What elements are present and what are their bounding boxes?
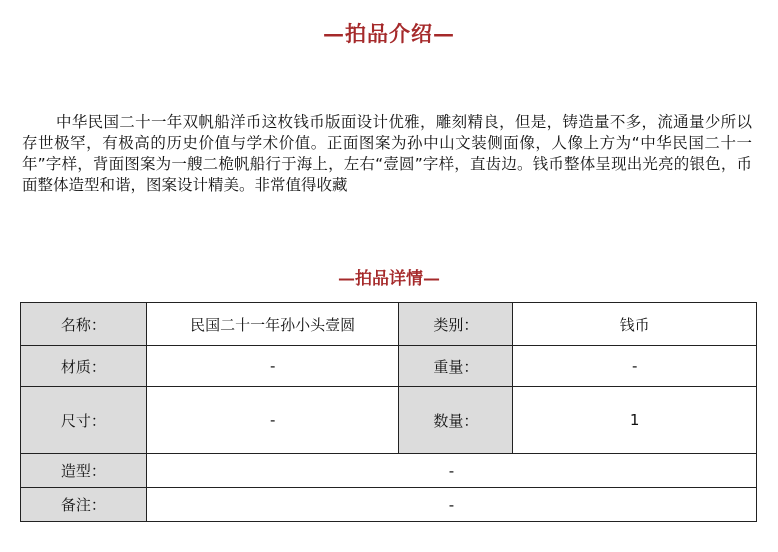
page-title: —拍品介绍—	[323, 21, 455, 46]
material-value: -	[146, 346, 399, 387]
size-label: 尺寸：	[21, 387, 147, 454]
material-label: 材质：	[21, 346, 147, 387]
category-label: 类别：	[399, 303, 513, 346]
name-label: 名称：	[21, 303, 147, 346]
weight-value: -	[513, 346, 757, 387]
category-value: 钱币	[513, 303, 757, 346]
table-row	[21, 454, 757, 488]
quantity-label: 数量：	[399, 387, 513, 454]
remark-label: 备注：	[21, 488, 147, 522]
quantity-value: 1	[513, 387, 757, 454]
table-row	[21, 488, 757, 522]
table-row	[21, 346, 757, 387]
details-table	[20, 302, 757, 522]
table-row	[21, 387, 757, 454]
shape-label: 造型：	[21, 454, 147, 488]
name-value: 民国二十一年孙小头壹圆	[146, 303, 399, 346]
shape-value: -	[146, 454, 756, 488]
size-value: -	[146, 387, 399, 454]
details-title: —拍品详情—	[338, 269, 440, 289]
item-description: 中华民国二十一年双帆船洋币这枚钱币版面设计优雅，雕刻精良，但是，铸造量不多，流通量少所以存世极罕，有极高的历史价值与学术价值。正面图案为孙中山文装侧面像，人像上方为“中华民国二十一年”字样，背面图案为一艘二桅帆船行于海上，左右“壹圆”字样，直齿边。钱币整体呈现出光亮的银色，币面整体造型和谐，图案设计精美。非常值得收藏	[22, 113, 752, 194]
table-row	[21, 303, 757, 346]
weight-label: 重量：	[399, 346, 513, 387]
remark-value: -	[146, 488, 756, 522]
